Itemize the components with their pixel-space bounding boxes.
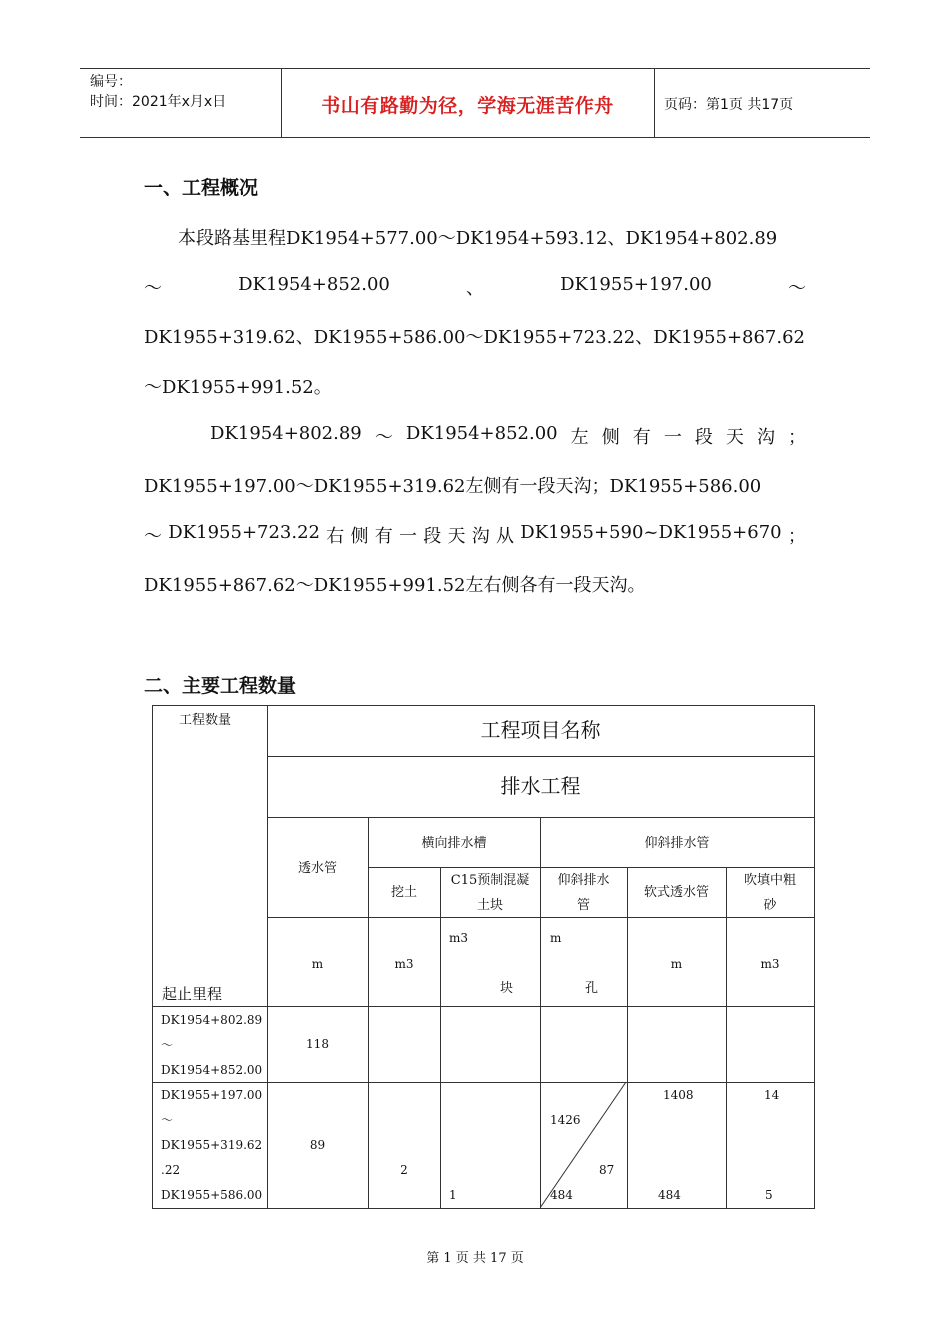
header-category: 排水工程 bbox=[500, 774, 581, 798]
table-gridline bbox=[368, 817, 369, 1208]
table-cell: 87 bbox=[599, 1163, 615, 1177]
table-gridline bbox=[726, 867, 727, 1208]
header-page-info: 页码：第1页 共17页 bbox=[664, 97, 794, 113]
section-title-overview: 一、工程概况 bbox=[144, 177, 259, 199]
col-permeable-pipe: 透水管 bbox=[297, 861, 337, 876]
unit-cell: m bbox=[550, 931, 562, 945]
unit-cell: 块 bbox=[500, 981, 514, 996]
corner-label-quantity: 工程数量 bbox=[179, 713, 232, 728]
table-row-mileage: DK1955+197.00 ～ DK1955+319.62 .22 DK1955+586.00 bbox=[161, 1088, 263, 1202]
table-gridline bbox=[267, 817, 814, 818]
unit-cell: m bbox=[311, 957, 324, 971]
table-row-mileage: DK1954+802.89 ～ DK1954+852.00 bbox=[161, 1013, 263, 1077]
table-cell: 1408 bbox=[663, 1088, 694, 1102]
paragraph-line: ～DK1955+991.52。 bbox=[144, 377, 332, 398]
sub-sand-fill: 吹填中粗 砂 bbox=[743, 873, 796, 913]
sub-inclined-pipe: 仰斜排水 管 bbox=[557, 873, 610, 913]
sub-c15-block: C15预制混凝 土块 bbox=[450, 873, 530, 913]
unit-cell: m3 bbox=[394, 957, 414, 971]
document-date: 时间：2021年x月x日 bbox=[90, 94, 227, 110]
page-header bbox=[80, 68, 870, 138]
table-cell: 2 bbox=[400, 1163, 408, 1177]
paragraph-line: DK1954+802.89 ～ DK1954+852.00 左 侧 有 一 段 天 沟 ； bbox=[210, 423, 806, 448]
paragraph-line: DK1955+197.00～DK1955+319.62左侧有一段天沟；DK1955+586.00 bbox=[144, 476, 762, 497]
table-cell: 1426 bbox=[550, 1113, 581, 1127]
quantities-table bbox=[152, 705, 815, 1209]
header-meta bbox=[90, 72, 226, 112]
table-cell: 5 bbox=[765, 1188, 773, 1202]
unit-cell: 孔 bbox=[585, 981, 599, 996]
paragraph-line: ～ DK1954+852.00 、 DK1955+197.00 ～ bbox=[144, 274, 806, 299]
corner-label-mileage: 起止里程 bbox=[162, 985, 223, 1003]
table-cell: 14 bbox=[764, 1088, 780, 1102]
table-cell: 1 bbox=[449, 1188, 457, 1202]
table-cell: 484 bbox=[658, 1188, 681, 1202]
table-gridline bbox=[267, 756, 814, 757]
header-project-name: 工程项目名称 bbox=[480, 718, 601, 742]
paragraph-line: DK1955+319.62、DK1955+586.00～DK1955+723.22、DK1955+867.62 bbox=[144, 327, 806, 348]
group-inclined-pipe: 仰斜排水管 bbox=[644, 836, 710, 851]
unit-cell: m bbox=[670, 957, 683, 971]
table-cell: 118 bbox=[306, 1037, 329, 1051]
table-gridline bbox=[627, 867, 628, 1208]
document-number: 编号： bbox=[90, 74, 132, 90]
header-divider bbox=[654, 69, 655, 137]
table-gridline bbox=[440, 867, 441, 1208]
table-gridline bbox=[153, 1006, 814, 1007]
paragraph-line: ～ DK1955+723.22 右 侧 有 一 段 天 沟 从 DK1955+590~DK1955+670 ； bbox=[144, 522, 806, 547]
paragraph-line: 本段路基里程DK1954+577.00～DK1954+593.12、DK1954+802.89 bbox=[178, 228, 778, 249]
sub-soft-pipe: 软式透水管 bbox=[643, 885, 709, 900]
table-cell: 484 bbox=[550, 1188, 573, 1202]
unit-cell: m3 bbox=[760, 957, 780, 971]
section-title-quantities: 二、主要工程数量 bbox=[144, 675, 297, 697]
unit-cell: m3 bbox=[449, 931, 469, 945]
group-transverse-trench: 横向排水槽 bbox=[421, 836, 487, 851]
header-motto: 书山有路勤为径，学海无涯苦作舟 bbox=[321, 95, 614, 117]
table-cell: 89 bbox=[309, 1138, 326, 1152]
paragraph-line: DK1955+867.62～DK1955+991.52左右侧各有一段天沟。 bbox=[144, 575, 646, 596]
sub-excavation: 挖土 bbox=[390, 885, 417, 900]
page-footer: 第 1 页 共 17 页 bbox=[426, 1251, 524, 1266]
